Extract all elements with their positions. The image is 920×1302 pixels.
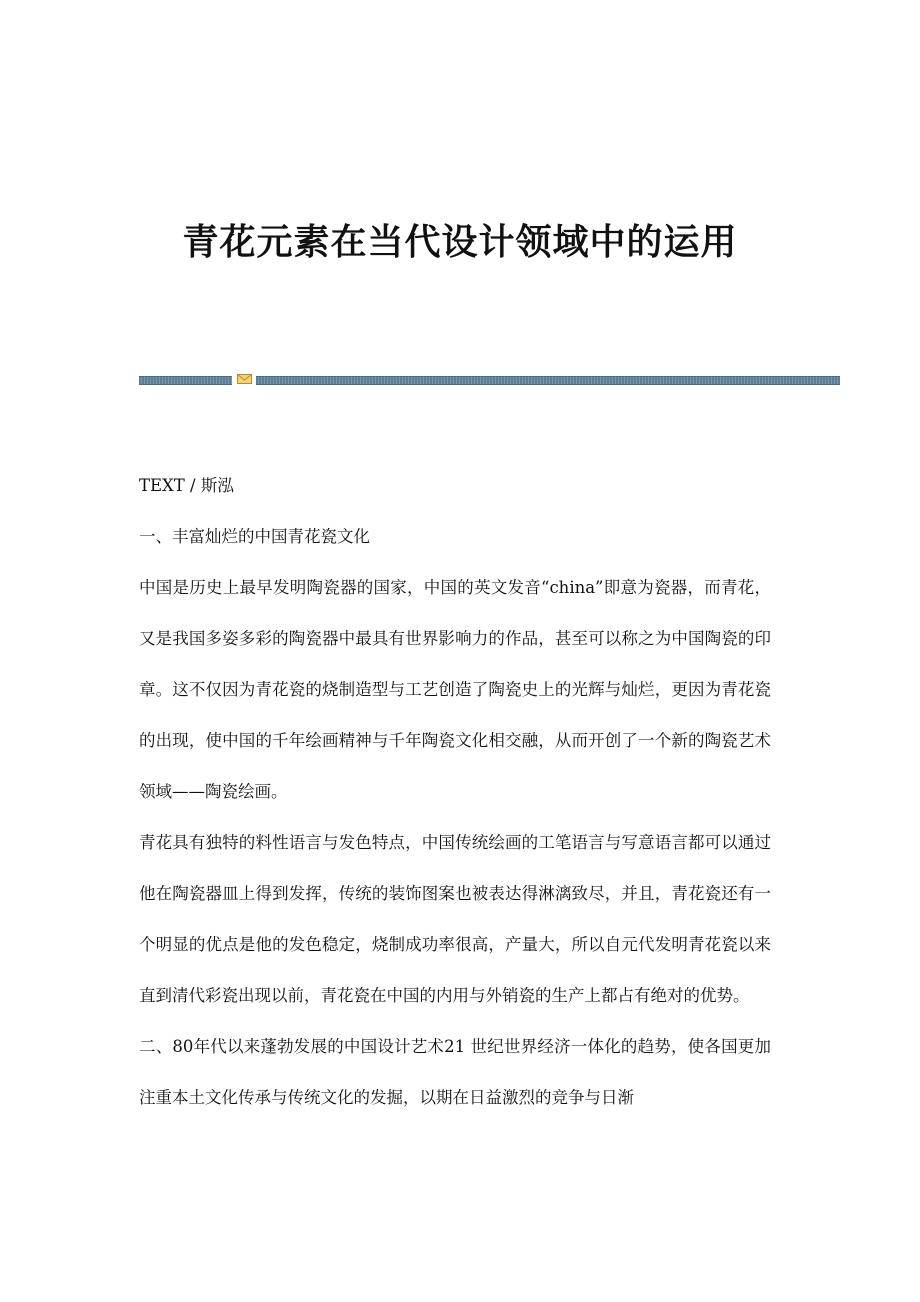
divider-bar-right [256, 376, 840, 385]
article-body [139, 460, 771, 1123]
paragraph: 中国是历史上最早发明陶瓷器的国家，中国的英文发音“china”即意为瓷器，而青花，又是我国多姿多彩的陶瓷器中最具有世界影响力的作品，甚至可以称之为中国陶瓷的印章。这不仅因为青花瓷的烧制造型与工艺创造了陶瓷史上的光辉与灿烂，更因为青花瓷的出现，使中国的千年绘画精神与千年陶瓷文化相交融，从而开创了一个新的陶瓷艺术领域——陶瓷绘画。 [139, 578, 771, 801]
envelope-ornament-icon [237, 373, 252, 385]
divider-bar-left [139, 376, 232, 385]
document-title: 青花元素在当代设计领域中的运用 [182, 221, 738, 263]
paragraph: 二、80年代以来蓬勃发展的中国设计艺术21 世纪世界经济一体化的趋势，使各国更加注重本土文化传承与传统文化的发掘，以期在日益激烈的竞争与日渐 [139, 1037, 771, 1107]
title-divider [139, 373, 840, 385]
paragraph: 青花具有独特的料性语言与发色特点，中国传统绘画的工笔语言与写意语言都可以通过他在陶瓷器皿上得到发挥，传统的装饰图案也被表达得淋漓致尽，并且，青花瓷还有一个明显的优点是他的发色稳定，烧制成功率很高，产量大，所以自元代发明青花瓷以来直到清代彩瓷出现以前，青花瓷在中国的内用与外销瓷的生产上都占有绝对的优势。 [139, 833, 771, 1005]
author-line: TEXT / 斯泓 [139, 476, 234, 495]
section-heading: 一、丰富灿烂的中国青花瓷文化 [139, 527, 370, 546]
